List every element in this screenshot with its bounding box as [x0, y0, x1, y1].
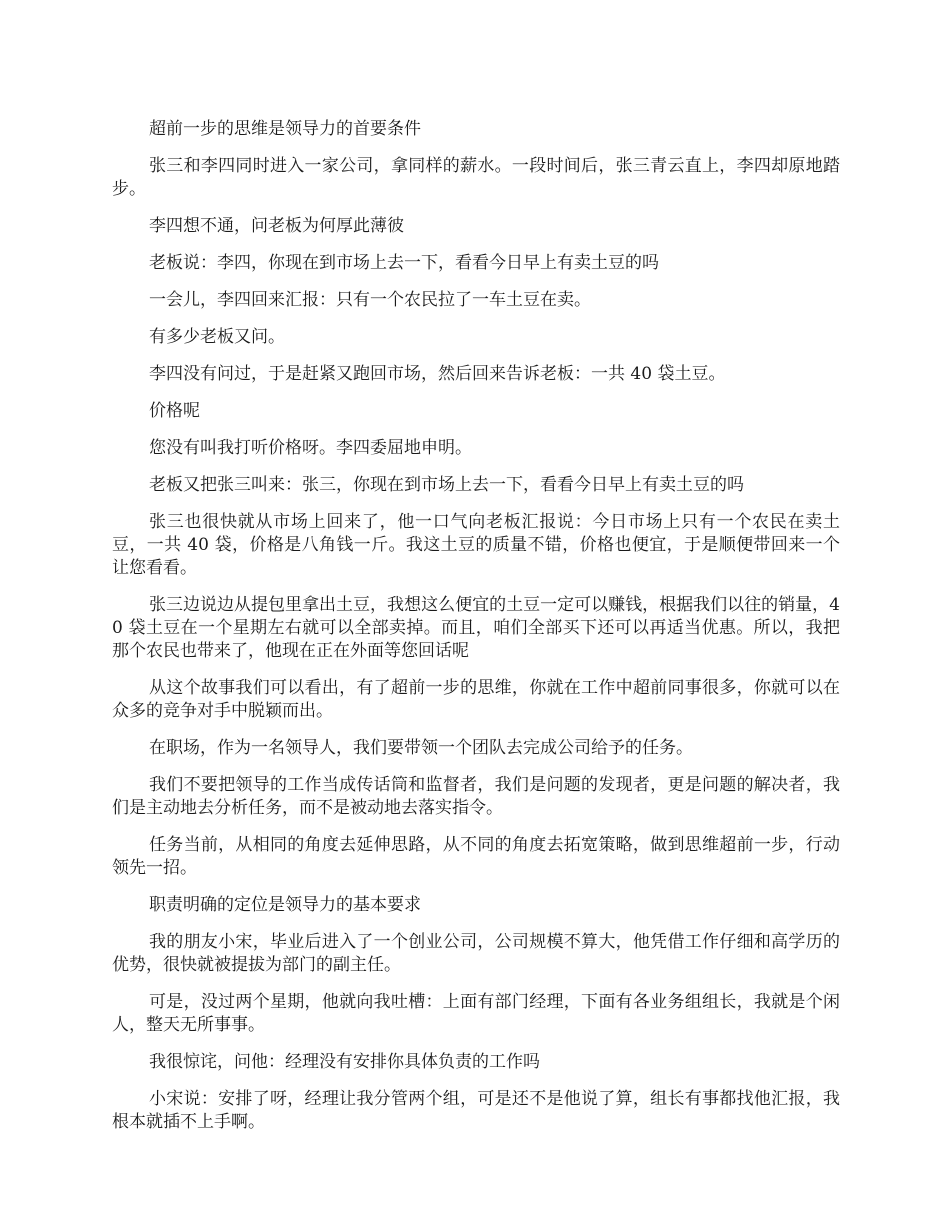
document-body: [112, 118, 840, 1148]
paragraph: 我很惊诧，问他：经理没有安排你具体负责的工作吗: [149, 1052, 540, 1072]
paragraph: 李四想不通，问老板为何厚此薄彼: [149, 216, 404, 236]
paragraph: 可是，没过两个星期，他就向我吐槽：上面有部门经理，下面有各业务组组长，我就是个闲人，整天无所事事。: [112, 992, 840, 1035]
paragraph: 张三边说边从提包里拿出土豆，我想这么便宜的土豆一定可以赚钱，根据我们以往的销量，40 袋土豆在一个星期左右就可以全部卖掉。而且，咱们全部买下还可以再适当优惠。所以，我把那个农民也带来了，他现在正在外面等您回话呢: [112, 595, 840, 661]
paragraph: 小宋说：安排了呀，经理让我分管两个组，可是还不是他说了算，组长有事都找他汇报，我根本就插不上手啊。: [112, 1089, 840, 1132]
paragraph: 价格呢: [149, 401, 200, 421]
paragraph: 老板又把张三叫来：张三，你现在到市场上去一下，看看今日早上有卖土豆的吗: [149, 475, 744, 495]
paragraph-heading-1: 超前一步的思维是领导力的首要条件: [149, 119, 421, 139]
paragraph: 张三和李四同时进入一家公司，拿同样的薪水。一段时间后，张三青云直上，李四却原地踏步。: [112, 156, 840, 199]
paragraph: 在职场，作为一名领导人，我们要带领一个团队去完成公司给予的任务。: [149, 738, 693, 758]
paragraph: 老板说：李四，你现在到市场上去一下，看看今日早上有卖土豆的吗: [149, 253, 659, 273]
paragraph: 张三也很快就从市场上回来了，他一口气向老板汇报说：今日市场上只有一个农民在卖土豆，一共 40 袋，价格是八角钱一斤。我这土豆的质量不错，价格也便宜，于是顺便带回来一个让您看看。: [112, 512, 840, 578]
paragraph: 任务当前，从相同的角度去延伸思路，从不同的角度去拓宽策略，做到思维超前一步，行动领先一招。: [112, 835, 840, 878]
paragraph: 有多少老板又问。: [149, 327, 285, 347]
paragraph: 您没有叫我打听价格呀。李四委屈地申明。: [149, 438, 472, 458]
paragraph: 李四没有问过，于是赶紧又跑回市场，然后回来告诉老板：一共 40 袋土豆。: [149, 364, 726, 384]
paragraph: 我的朋友小宋，毕业后进入了一个创业公司，公司规模不算大，他凭借工作仔细和高学历的优势，很快就被提拔为部门的副主任。: [112, 932, 840, 975]
paragraph: 我们不要把领导的工作当成传话筒和监督者，我们是问题的发现者，更是问题的解决者，我们是主动地去分析任务，而不是被动地去落实指令。: [112, 775, 840, 818]
paragraph-heading-2: 职责明确的定位是领导力的基本要求: [149, 895, 421, 915]
paragraph: 从这个故事我们可以看出，有了超前一步的思维，你就在工作中超前同事很多，你就可以在众多的竞争对手中脱颖而出。: [112, 678, 840, 721]
paragraph: 一会儿，李四回来汇报：只有一个农民拉了一车土豆在卖。: [149, 290, 591, 310]
